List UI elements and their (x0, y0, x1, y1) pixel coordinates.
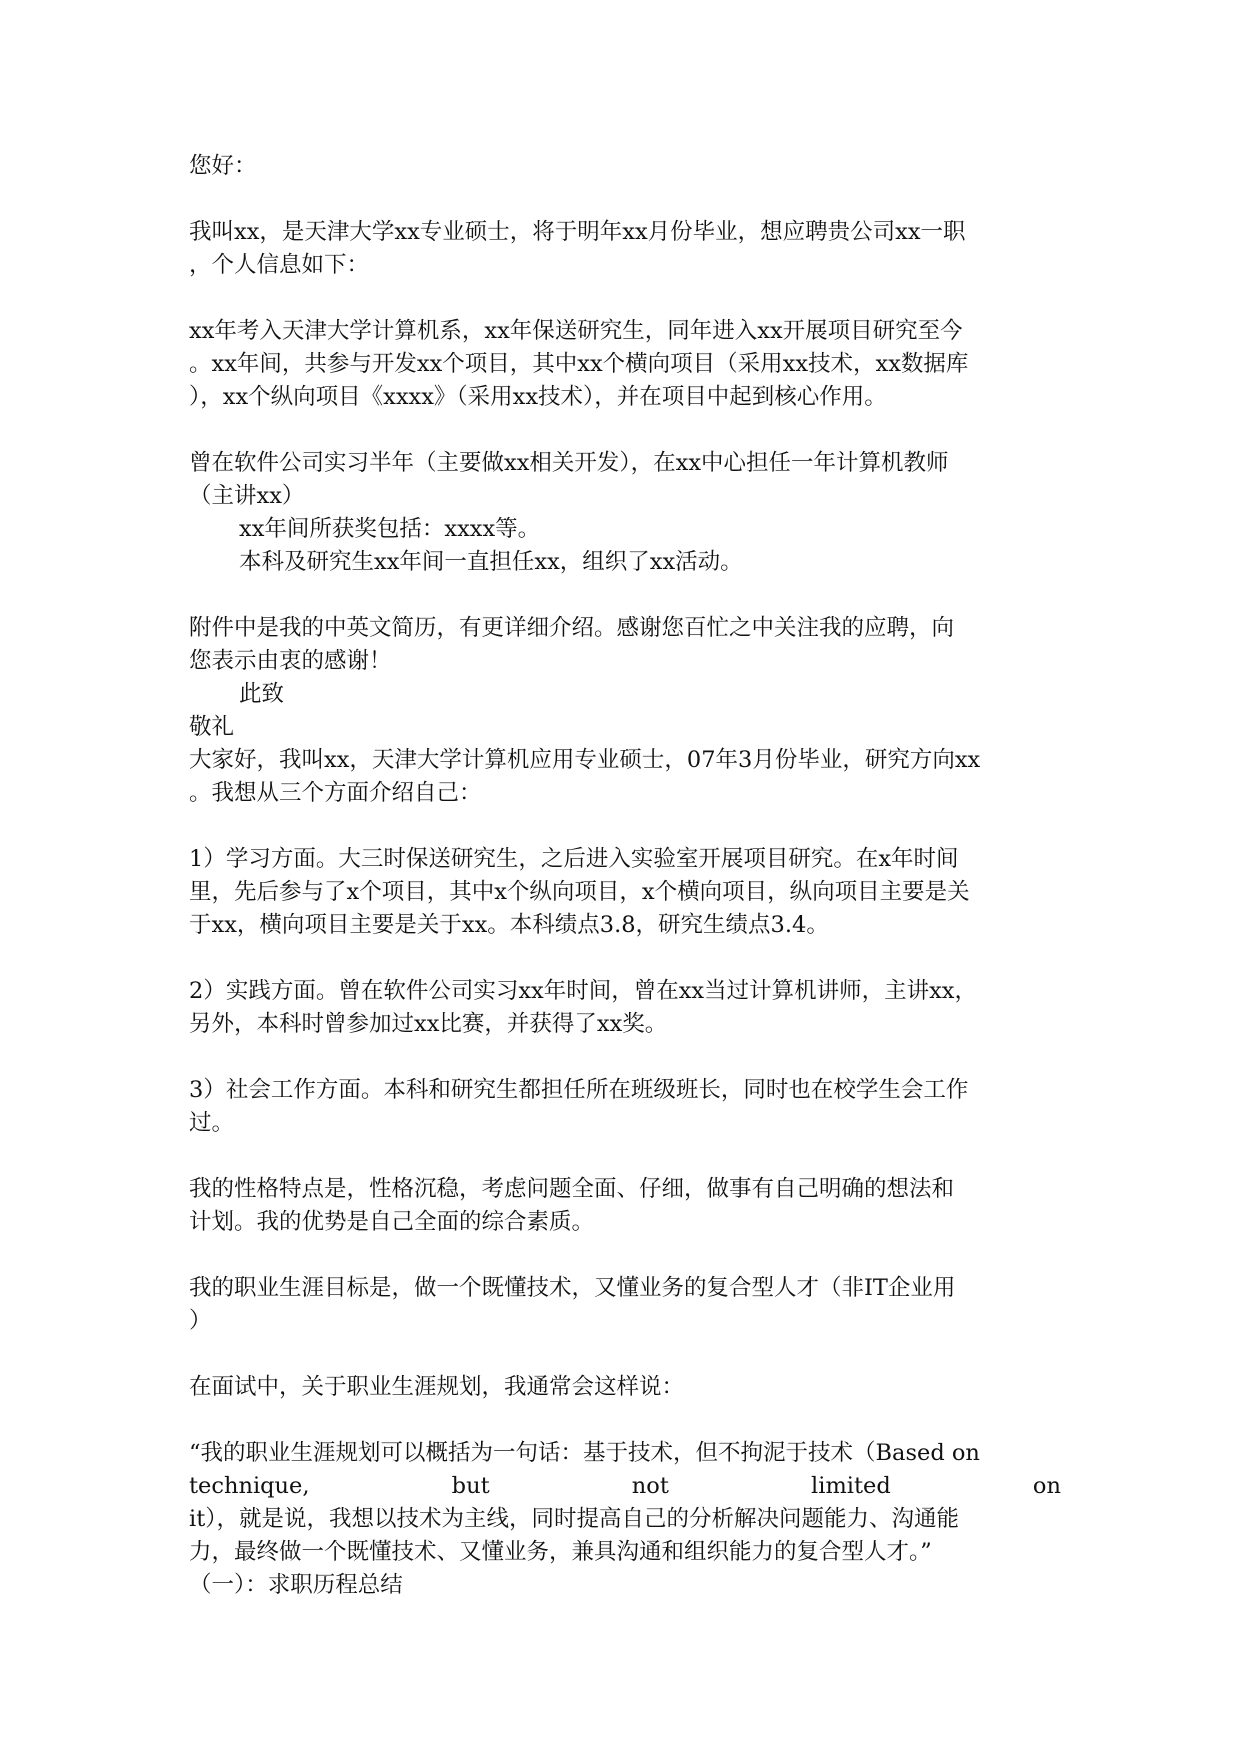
personality-line-1: 我的性格特点是，性格沉稳，考虑问题全面、仔细，做事有自己明确的想法和 (189, 1176, 955, 1202)
self-intro-line-1: 大家好，我叫xx，天津大学计算机应用专业硕士，07年3月份毕业，研究方向xx (189, 747, 981, 773)
internship-line-2: （主讲xx） (189, 483, 305, 509)
paragraph-gap (189, 1041, 1061, 1074)
quote-word: but (451, 1473, 490, 1499)
attachment-line-2: 您表示由衷的感谢！ (189, 648, 392, 674)
career-goal-line-2: ） (189, 1308, 212, 1334)
paragraph-gap (189, 183, 1061, 216)
attachment-line-1: 附件中是我的中英文简历，有更详细介绍。感谢您百忙之中关注我的应聘，向 (189, 615, 955, 641)
point-1-line-2: 里，先后参与了x个项目，其中x个纵向项目，x个横向项目，纵向项目主要是关 (189, 879, 970, 905)
quote-word: technique, (189, 1473, 310, 1499)
intro-line-2: ，个人信息如下： (189, 252, 370, 278)
study-line-1: xx年考入天津大学计算机系，xx年保送研究生，同年进入xx开展项目研究至今 (189, 318, 963, 344)
paragraph-gap (189, 942, 1061, 975)
study-line-3: ），xx个纵向项目《xxxx》（采用xx技术），并在项目中起到核心作用。 (189, 384, 887, 410)
document-page (189, 150, 1061, 1602)
career-goal-line-1: 我的职业生涯目标是，做一个既懂技术，又懂业务的复合型人才（非IT企业用 (189, 1275, 956, 1301)
internship-line-1: 曾在软件公司实习半年（主要做xx相关开发），在xx中心担任一年计算机教师 (189, 450, 949, 476)
activities-line: 本科及研究生xx年间一直担任xx，组织了xx活动。 (239, 549, 743, 575)
point-2-line-2: 另外，本科时曾参加过xx比赛，并获得了xx奖。 (189, 1011, 668, 1037)
paragraph-gap (189, 1338, 1061, 1371)
point-1-line-3: 于xx，横向项目主要是关于xx。本科绩点3.8，研究生绩点3.4。 (189, 912, 829, 938)
quote-word: not (631, 1473, 669, 1499)
point-3-line-2: 过。 (189, 1110, 235, 1136)
paragraph-gap (189, 1239, 1061, 1272)
personality-line-2: 计划。我的优势是自己全面的综合素质。 (189, 1209, 595, 1235)
intro-line-1: 我叫xx，是天津大学xx专业硕士，将于明年xx月份毕业，想应聘贵公司xx一职 (189, 219, 966, 245)
quote-word: on (1032, 1473, 1061, 1499)
paragraph-gap (189, 414, 1061, 447)
quote-line-2 (189, 1470, 1061, 1503)
paragraph-gap (189, 810, 1061, 843)
point-2-line-1: 2）实践方面。曾在软件公司实习xx年时间，曾在xx当过计算机讲师，主讲xx， (189, 978, 977, 1004)
awards-line: xx年间所获奖包括：xxxx等。 (239, 516, 541, 542)
interview-lead: 在面试中，关于职业生涯规划，我通常会这样说： (189, 1374, 685, 1400)
study-line-2: 。xx年间，共参与开发xx个项目，其中xx个横向项目（采用xx技术，xx数据库 (189, 351, 969, 377)
section-heading: （一）：求职历程总结 (189, 1572, 403, 1598)
self-intro-line-2: 。我想从三个方面介绍自己： (189, 780, 482, 806)
quote-line-4: 力，最终做一个既懂技术、又懂业务，兼具沟通和组织能力的复合型人才。” (189, 1539, 932, 1565)
closing-line-2: 敬礼 (189, 714, 235, 740)
paragraph-gap (189, 1404, 1061, 1437)
point-3-line-1: 3）社会工作方面。本科和研究生都担任所在班级班长，同时也在校学生会工作 (189, 1077, 969, 1103)
greeting: 您好： (189, 153, 257, 179)
paragraph-gap (189, 282, 1061, 315)
point-1-line-1: 1）学习方面。大三时保送研究生，之后进入实验室开展项目研究。在x年时间 (189, 846, 959, 872)
quote-line-1: “我的职业生涯规划可以概括为一句话：基于技术，但不拘泥于技术（Based on (189, 1440, 980, 1466)
paragraph-gap (189, 1140, 1061, 1173)
quote-line-3: it），就是说，我想以技术为主线，同时提高自己的分析解决问题能力、沟通能 (189, 1506, 959, 1532)
paragraph-gap (189, 579, 1061, 612)
quote-word: limited (811, 1473, 891, 1499)
closing-line-1: 此致 (239, 681, 285, 707)
